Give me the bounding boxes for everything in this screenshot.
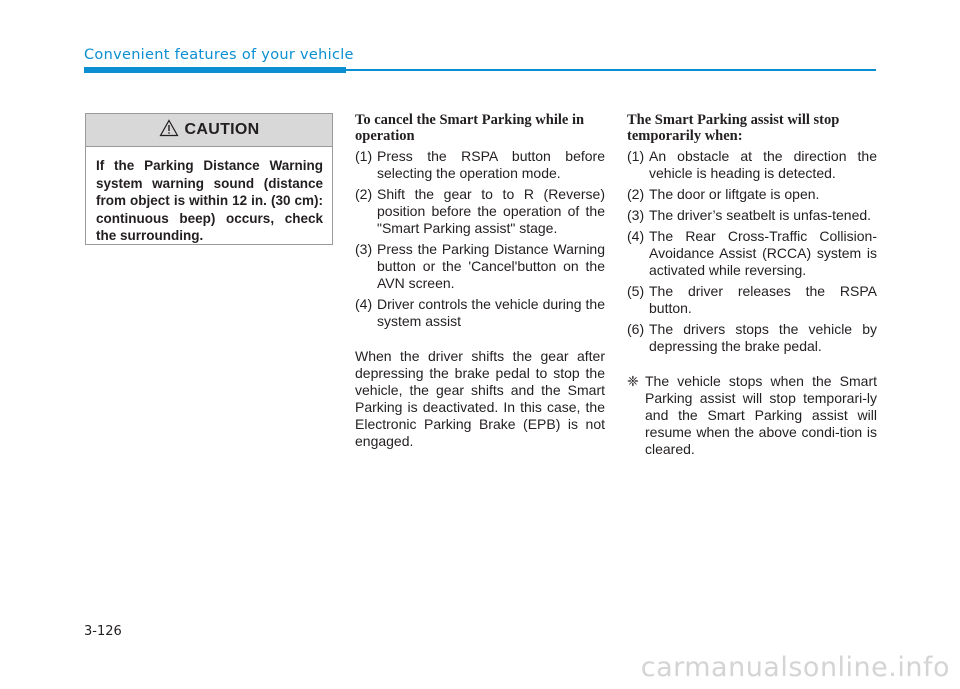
list-item — [355, 186, 605, 237]
list-item — [355, 241, 605, 292]
list-item-number: (4) — [627, 228, 645, 244]
cancel-section-title: To cancel the Smart Parking while in operation — [355, 112, 585, 144]
list-item-text: Press the RSPA button before selecting the operation mode. — [377, 148, 605, 181]
list-item-text: The driver releases the RSPA button. — [649, 283, 877, 316]
list-item-number: (1) — [355, 148, 373, 164]
list-item-text: Driver controls the vehicle during the system assist — [377, 296, 605, 329]
list-item-text: The drivers stops the vehicle by depressing the brake pedal. — [649, 321, 877, 354]
list-item-text: The door or liftgate is open. — [649, 186, 820, 202]
stop-section-note — [627, 373, 877, 458]
list-item-text: The driver’s seatbelt is unfas-tened. — [649, 207, 872, 223]
list-item — [627, 186, 877, 203]
page-number: 3-126 — [84, 624, 122, 639]
warning-triangle-icon — [159, 119, 179, 142]
caution-header — [86, 114, 332, 147]
list-item-text: Shift the gear to to R (Reverse) position before the operation of the "Smart Parking assist" stage. — [377, 186, 605, 236]
list-item-number: (2) — [627, 186, 645, 202]
list-item-number: (4) — [355, 296, 373, 312]
cancel-section-paragraph: When the driver shifts the gear after depressing the brake pedal to stop the vehicle, the gear shifts and the Smart Parking is deactivated. In this case, the Electronic Parking Brake (EPB) is not engaged. — [355, 348, 605, 449]
header-rule — [346, 69, 876, 71]
cancel-section — [355, 112, 605, 450]
list-item — [627, 207, 877, 224]
list-item-text: The Rear Cross-Traffic Collision-Avoidance Assist (RCCA) system is activated while reversing. — [649, 228, 877, 278]
watermark: carmanualsonline.info — [640, 652, 950, 683]
header-accent-bar — [84, 67, 346, 73]
list-item — [627, 228, 877, 279]
caution-box — [85, 113, 333, 245]
note-symbol-icon: ❈ — [627, 373, 639, 389]
list-item-text: Press the Parking Distance Warning button or the 'Cancel'button on the AVN screen. — [377, 241, 605, 291]
list-item-number: (1) — [627, 148, 645, 164]
list-item — [627, 321, 877, 355]
caution-label: CAUTION — [184, 121, 260, 138]
list-item — [627, 148, 877, 182]
stop-section-title: The Smart Parking assist will stop temporarily when: — [627, 112, 840, 144]
list-item-text: An obstacle at the direction the vehicle is heading is detected. — [649, 148, 877, 181]
list-item-number: (3) — [627, 207, 645, 223]
list-item — [355, 296, 605, 330]
section-header-title: Convenient features of your vehicle — [84, 47, 354, 63]
list-item-number: (5) — [627, 283, 645, 299]
list-item-number: (2) — [355, 186, 373, 202]
list-item-number: (6) — [627, 321, 645, 337]
list-item — [627, 283, 877, 317]
stop-section — [627, 112, 877, 458]
list-item — [355, 148, 605, 182]
note-text: The vehicle stops when the Smart Parking assist will stop temporari-ly and the Smart Parking assist will resume when the above condi-tion is cleared. — [645, 373, 877, 457]
caution-text: If the Parking Distance Warning system warning sound (distance from object is within 12 in. (30 cm): continuous beep) occurs, check the surrounding. — [96, 158, 323, 243]
list-item-number: (3) — [355, 241, 373, 257]
